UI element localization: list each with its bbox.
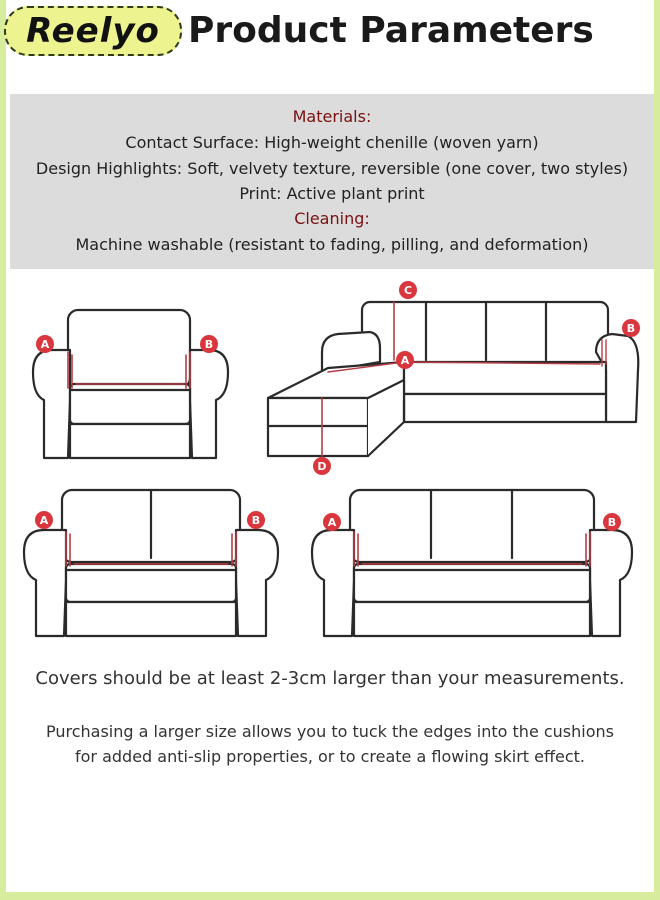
marker-c-label: C (403, 284, 413, 297)
brand-logo-text: Reelyo (26, 11, 160, 51)
size-tip-text: Covers should be at least 2-3cm larger than your measurements. (35, 668, 625, 689)
loveseat-diagram (24, 490, 278, 636)
contact-surface-text: Contact Surface: High-weight chenille (woven yarn) (125, 133, 539, 152)
marker-b-label: B (251, 514, 261, 527)
sofa-diagrams (0, 270, 660, 650)
cleaning-detail-text: Machine washable (resistant to fading, pilling, and deformation) (75, 235, 589, 254)
materials-heading: Materials: (292, 107, 372, 126)
three-seat-sofa-diagram (312, 490, 632, 636)
marker-b-sofa (603, 513, 621, 531)
marker-d-label: D (317, 460, 327, 473)
marker-b-armchair (200, 335, 218, 353)
marker-a-armchair (36, 335, 54, 353)
design-highlights-text: Design Highlights: Soft, velvety texture, reversible (one cover, two styles) (35, 159, 629, 178)
marker-c-sectional (399, 281, 417, 299)
marker-a-label: A (39, 514, 49, 527)
larger-size-note-line1: Purchasing a larger size allows you to tuck the edges into the cushions (45, 722, 614, 741)
marker-d-sectional (313, 457, 331, 475)
larger-size-note-line2: for added anti-slip properties, or to create a flowing skirt effect. (74, 747, 585, 766)
marker-a-sofa (323, 513, 341, 531)
marker-a-label: A (40, 338, 50, 351)
marker-a-label: A (400, 354, 410, 367)
armchair-diagram (33, 310, 228, 458)
marker-b-sectional (622, 319, 640, 337)
marker-a-sectional (396, 351, 414, 369)
marker-b-label: B (607, 516, 617, 529)
spec-panel (10, 94, 654, 269)
marker-b-label: B (204, 338, 214, 351)
sectional-diagram (268, 302, 638, 456)
marker-a-label: A (327, 516, 337, 529)
print-text: Print: Active plant print (239, 184, 425, 203)
brand-badge (4, 6, 182, 56)
marker-a-loveseat (35, 511, 53, 529)
marker-b-loveseat (247, 511, 265, 529)
marker-b-label: B (626, 322, 636, 335)
cleaning-heading: Cleaning: (294, 209, 370, 228)
page-title: Product Parameters (188, 10, 594, 51)
